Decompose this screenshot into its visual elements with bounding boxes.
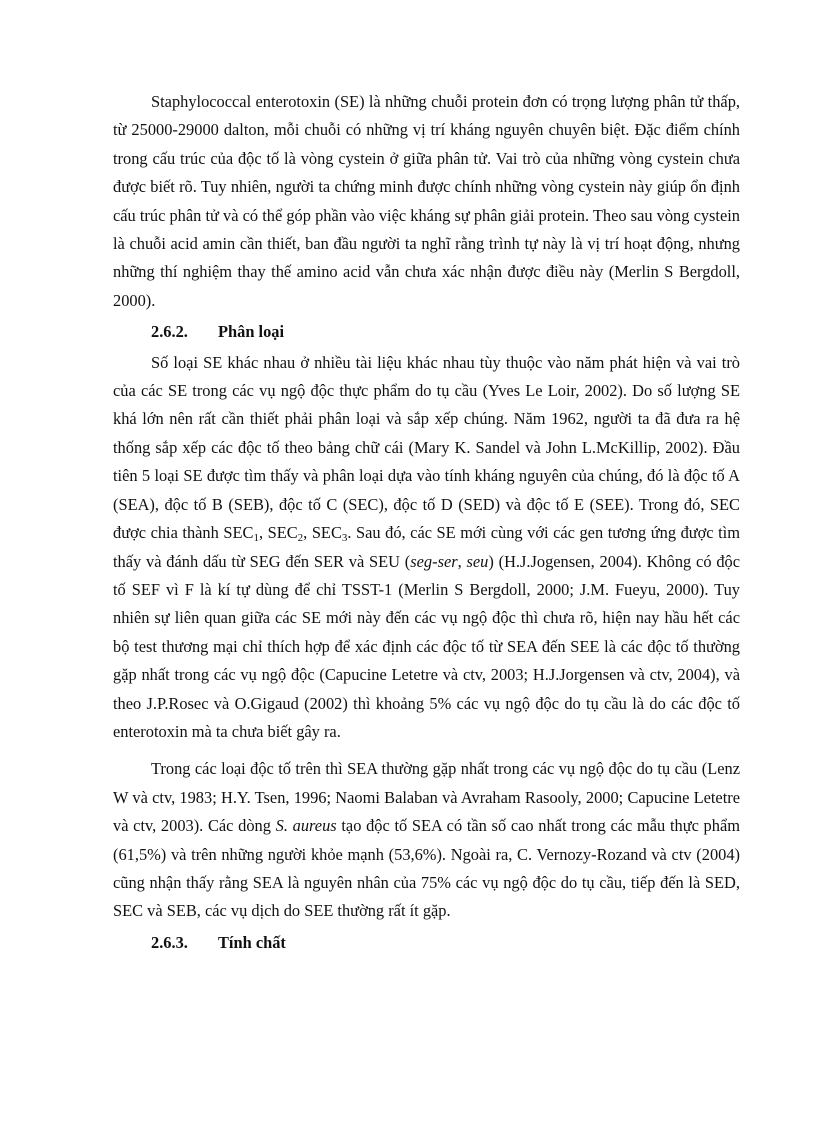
text-run: Số loại SE khác nhau ở nhiều tài liệu khác nhau tùy thuộc vào năm phát hiện và vai trò của các SE trong các vụ ngộ độc thực phẩm do tụ cầu (Yves Le Loir, 2002). Do số lượng SE khá lớn nên rất cần thiết phải phân loại và sắp xếp chúng. Năm 1962, người ta đã đưa ra hệ thống sắp xếp các độc tố theo bảng chữ cái (Mary K. Sandel và John L.McKillip, 2002). Đầu tiên 5 loại SE được tìm thấy và phân loại dựa vào tính kháng nguyên của chúng, đó là độc tố A (SEA), độc tố B (SEB), độc tố C (SEC), độc tố D (SED) và độc tố E (SEE). Trong đó, SEC được chia thành [113,352,740,543]
section-heading-properties [113,929,740,957]
section-title: Phân loại [218,322,285,342]
paragraph-se-structure: Staphylococcal enterotoxin (SE) là những chuỗi protein đơn có trọng lượng phân tử thấp, từ 25000-29000 dalton, mỗi chuỗi có những vị trí kháng nguyên chuyên biệt. Đặc điểm chính trong cấu trúc của độc tố là vòng cystein ở giữa phân tử. Vai trò của những vòng cystein chưa được biết rõ. Tuy nhiên, người ta chứng minh được chính những vòng cystein này giúp ổn định cấu trúc phân tử và có thể góp phần vào việc kháng sự phân giải protein. Theo sau vòng cystein là chuỗi acid amin cần thiết, ban đầu người ta nghĩ rằng trình tự này là vị trí hoạt động, nhưng những thí nghiệm thay thế amino acid vẫn chưa xác nhận được điều này (Merlin S Bergdoll, 2000). [113,92,740,310]
italic-gene-names: seg-ser [410,551,458,571]
text-run: SEC [311,523,342,543]
subscript: 3 [341,532,348,545]
section-number: 2.6.3. [151,932,188,952]
section-heading-classification [113,318,740,346]
text-run: SEC [267,523,298,543]
italic-species-name: S. aureus [275,816,337,836]
document-page [113,88,740,959]
italic-gene-names: seu [466,551,489,571]
paragraph-sea-frequency [113,755,740,925]
subscript: 1 [253,532,259,545]
text-run: ) (H.J.Jogensen, 2004). Không có độc tố SEF vì F là kí tự dùng để chỉ TSST-1 (Merlin S Bergdoll, 2000; J.M. Fueyu, 2000). Tuy nhiên sự liên quan giữa các SE mới này đến các vụ ngộ độc thì chưa rõ, hiện nay hầu hết các bộ test thương mại chỉ thích hợp để xác định các độc tố từ SEA đến SEE là các độc tố thường gặp nhất trong các vụ ngộ độc (Capucine Letetre và ctv, 2003; H.J.Jorgensen và ctv, 2004), và theo J.P.Rosec và O.Gigaud (2002) thì khoảng 5% các vụ ngộ độc do tụ cầu là do các độc tố enterotoxin mà ta chưa biết gây ra. [113,551,740,741]
text-run: SEC [223,523,254,543]
text-run: . Sau đó, các SE mới cùng với các gen tương ứng được tìm thấy và đánh dấu từ SEG đến SER và SEU ( [113,523,740,571]
text-run: Trong các loại độc tố trên thì SEA thường gặp nhất trong các vụ ngộ độc do tụ cầu (Lenz W và ctv, 1983; H.Y. Tsen, 1996; Naomi Balaban và Avraham Rasooly, 2000; Capucine Letetre và ctv, 2003). Các dòng [113,759,740,836]
section-number: 2.6.2. [151,322,188,342]
text-run: tạo độc tố SEA có tần số cao nhất trong các mẫu thực phẩm (61,5%) và trên những người khỏe mạnh (53,6%). Ngoài ra, C. Vernozy-Rozand và ctv (2004) cũng nhận thấy rằng SEA là nguyên nhân của 75% các vụ ngộ độc do tụ cầu, tiếp đến là SED, SEC và SEB, các vụ dịch do SEE thường rất ít gặp. [113,816,740,921]
section-title: Tính chất [218,932,286,952]
paragraph-se-classification: Số loại SE khác nhau ở nhiều tài liệu khác nhau tùy thuộc vào năm phát hiện và vai trò của các SE trong các vụ ngộ độc thực phẩm do tụ cầu (Yves Le Loir, 2002). Do số lượng SE khá lớn nên rất cần thiết phải phân loại và sắp xếp chúng. Năm 1962, người ta đã đưa ra hệ thống sắp xếp các độc tố theo bảng chữ cái (Mary K. Sandel và John L.McKillip, 2002). Đầu tiên 5 loại SE được tìm thấy và phân loại dựa vào tính kháng nguyên của chúng, đó là độc tố A (SEA), độc tố B (SEB), độc tố C (SEC), độc tố D (SED) và độc tố E (SEE). Trong đó, SEC được chia thành $SEC_1$, $SEC_2$, $SEC_3$. Sau đó, các SE mới cùng với các gen tương ứng được tìm thấy và đánh dấu từ SEG đến SER và SEU (seg-ser, seu) (H.J.Jogensen, 2004). Không có độc tố SEF vì F là kí tự dùng để chỉ TSST-1 (Merlin S Bergdoll, 2000; J.M. Fueyu, 2000). Tuy nhiên sự liên quan giữa các SE mới này đến các vụ ngộ độc thì chưa rõ, hiện nay hầu hết các bộ test thương mại chỉ thích hợp để xác định các độc tố từ SEA đến SEE là các độc tố thường gặp nhất trong các vụ ngộ độc (Capucine Letetre và ctv, 2003; H.J.Jorgensen và ctv, 2004), và theo J.P.Rosec và O.Gigaud (2002) thì khoảng 5% các vụ ngộ độc do tụ cầu là do các độc tố enterotoxin mà ta chưa biết gây ra. [113,352,740,741]
subscript: 2 [297,532,304,545]
